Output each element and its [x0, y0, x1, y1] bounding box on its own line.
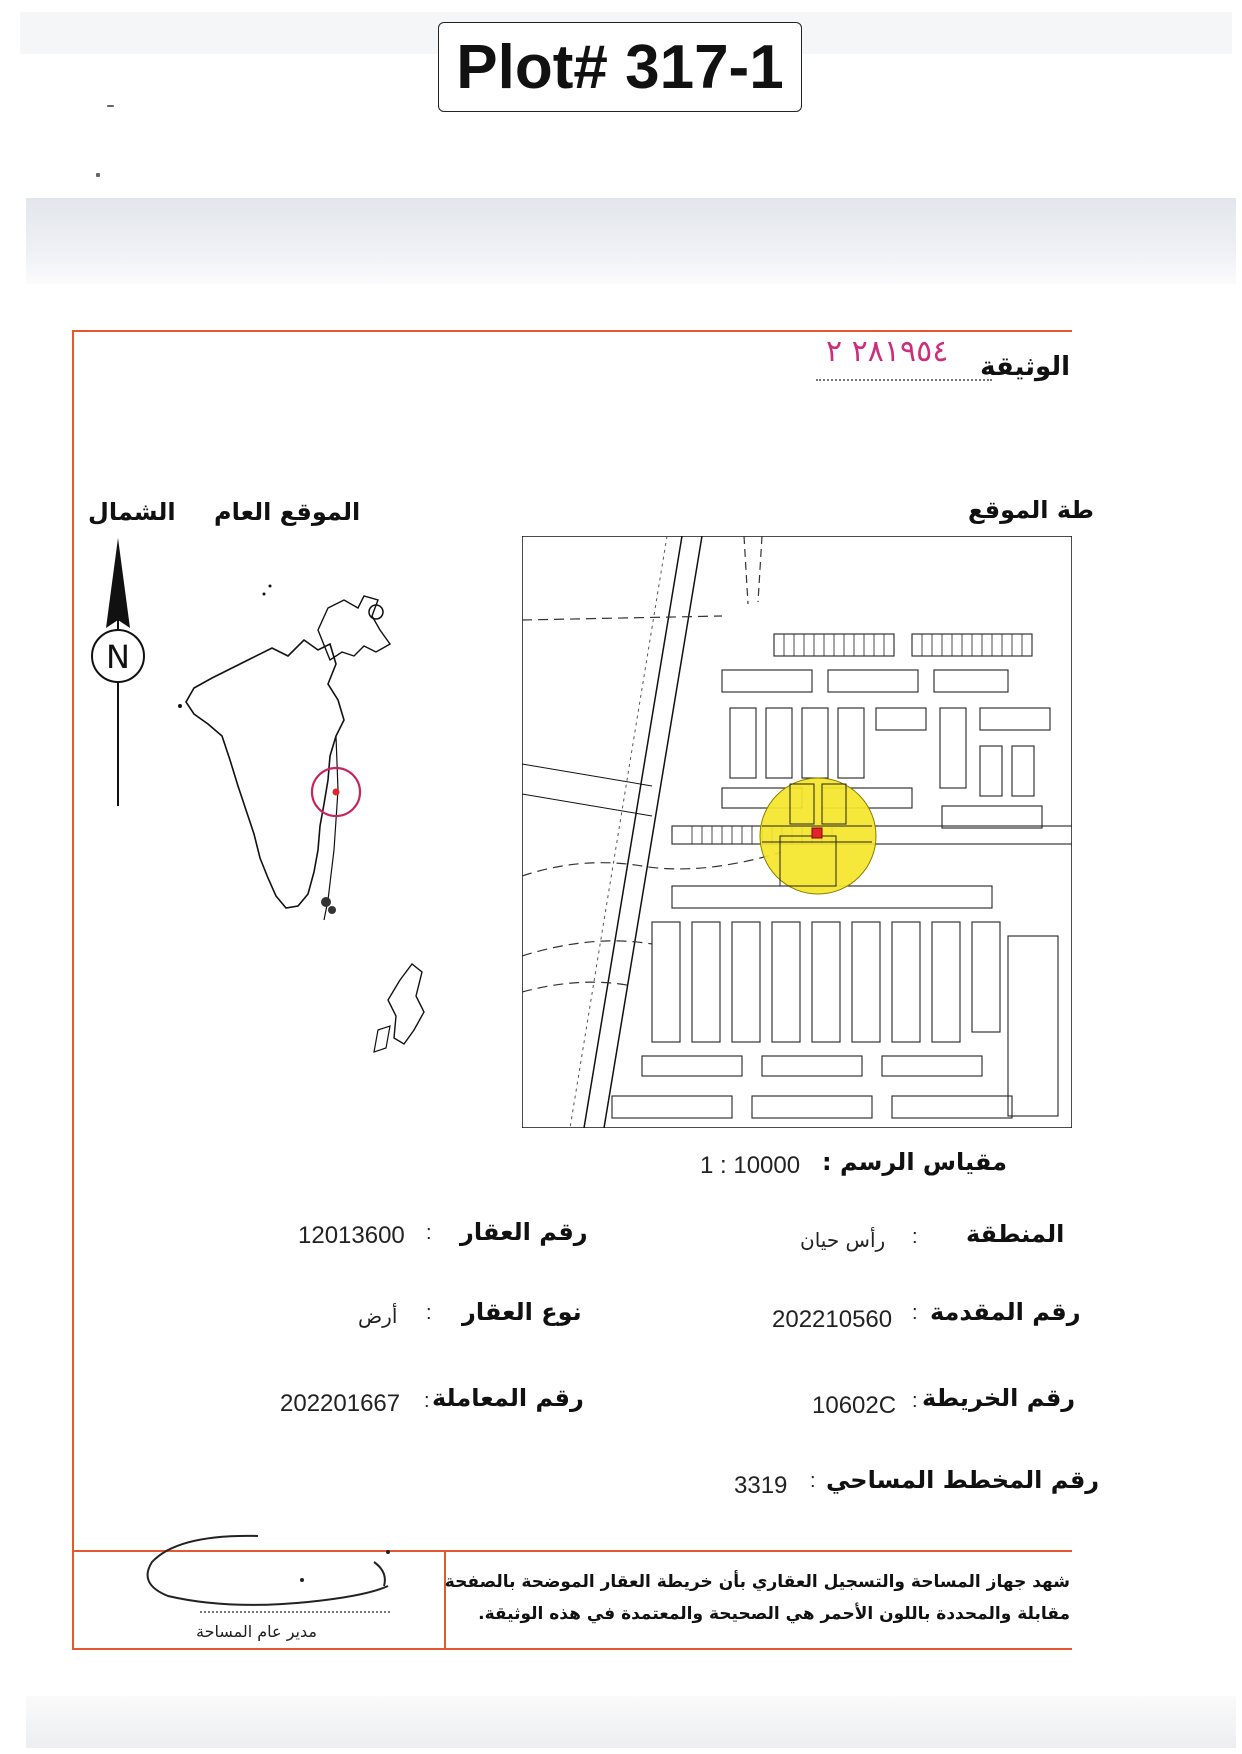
site-plan-label: طة الموقع: [968, 496, 1094, 524]
north-arrow-icon: [82, 538, 154, 810]
transaction-number-value: 202201667: [280, 1390, 401, 1417]
signature-icon: [138, 1532, 398, 1622]
map-number-label: رقم الخريطة: [922, 1384, 1076, 1412]
signatory-title: مدير عام المساحة: [196, 1622, 317, 1641]
document-number-handwritten: ٢٨١٩٥٤ ٢: [826, 334, 949, 369]
plot-marker: [812, 828, 822, 838]
transaction-number-label: رقم المعاملة: [432, 1384, 584, 1412]
certification-line-1: شهد جهاز المساحة والتسجيل العقاري بأن خريطة العقار الموضحة بالصفحة: [444, 1572, 1070, 1592]
property-number-value: 12013600: [298, 1222, 405, 1249]
scan-shadow-band-bottom: [26, 1696, 1236, 1748]
colon-separator: :: [912, 1226, 918, 1248]
request-number-value: 202210560: [772, 1306, 893, 1333]
scan-speck: [107, 105, 114, 107]
frame-border-top: [72, 330, 1072, 332]
survey-plan-number-label: رقم المخطط المساحي: [826, 1466, 1100, 1494]
colon-separator: :: [426, 1222, 432, 1244]
general-location-label: الموقع العام: [214, 498, 361, 526]
scan-shadow-band: [26, 198, 1236, 284]
north-letter: N: [106, 638, 130, 676]
property-type-label: نوع العقار: [462, 1298, 582, 1326]
document-label: الوثيقة: [980, 352, 1070, 382]
scale-label: مقياس الرسم :: [822, 1148, 1007, 1176]
colon-separator: :: [810, 1470, 816, 1492]
plot-title: Plot# 317-1: [438, 22, 802, 112]
map-number-value: 10602C: [812, 1392, 897, 1419]
general-location-map: [168, 560, 458, 1080]
scan-speck: [96, 173, 100, 177]
property-number-label: رقم العقار: [460, 1218, 588, 1246]
frame-footer-column-divider: [444, 1550, 446, 1650]
survey-plan-number-value: 3319: [734, 1472, 788, 1499]
colon-separator: :: [912, 1302, 918, 1324]
frame-border-bottom: [72, 1648, 1072, 1650]
frame-border-left: [72, 330, 74, 1650]
area-label: المنطقة: [966, 1220, 1065, 1248]
north-label: الشمال: [88, 498, 176, 526]
site-plan-map: [522, 536, 1072, 1128]
property-type-value: أرض: [358, 1304, 398, 1328]
document-number-dotted-line: [816, 378, 992, 381]
request-number-label: رقم المقدمة: [930, 1298, 1081, 1326]
scale-value: 1 : 10000: [700, 1152, 801, 1179]
certification-line-2: مقابلة والمحددة باللون الأحمر هي الصحيحة والمعتمدة في هذه الوثيقة.: [478, 1604, 1070, 1624]
colon-separator: :: [426, 1302, 432, 1324]
area-value: رأس حيان: [800, 1228, 886, 1252]
colon-separator: :: [424, 1390, 430, 1412]
signature-dotted-line: [200, 1610, 390, 1613]
locator-dot: [333, 789, 340, 796]
colon-separator: :: [912, 1390, 918, 1412]
